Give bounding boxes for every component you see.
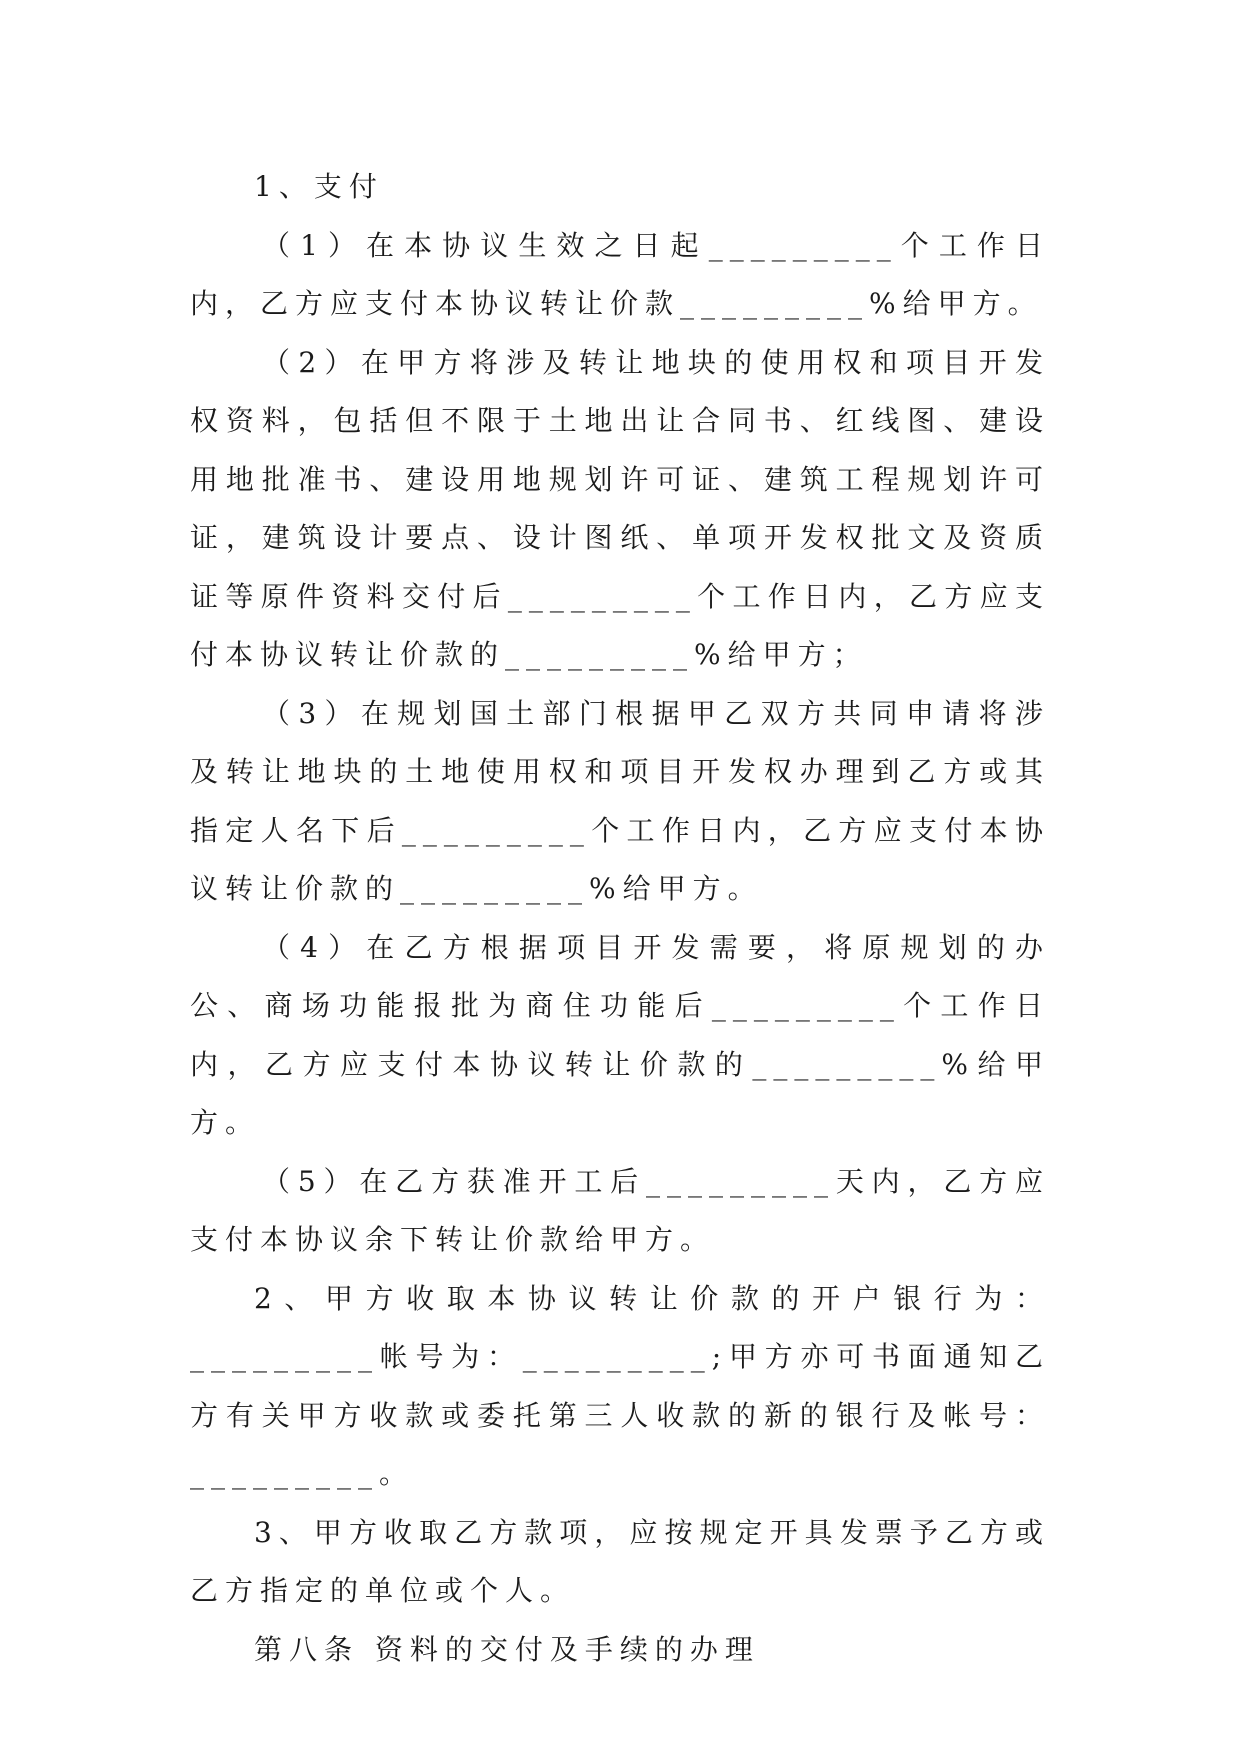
document-page <box>190 158 1050 1679</box>
clause-2-bank-account: 2、甲方收取本协议转让价款的开户银行为：_________帐号为：_________;甲方亦可书面通知乙方有关甲方收款或委托第三人收款的新的银行及帐号：_________。 <box>190 1281 1050 1490</box>
clause-1-5: （5）在乙方获准开工后_________天内，乙方应支付本协议余下转让价款给甲方。 <box>190 1164 1050 1256</box>
section-heading-payment: 1、支付 <box>254 170 384 203</box>
clause-3-invoice: 3、甲方收取乙方款项，应按规定开具发票予乙方或乙方指定的单位或个人。 <box>190 1515 1050 1607</box>
clause-1-2: （2）在甲方将涉及转让地块的使用权和项目开发权资料，包括但不限于土地出让合同书、红线图、建设用地批准书、建设用地规划许可证、建筑工程规划许可证，建筑设计要点、设计图纸、单项开发权批文及资质证等原件资料交付后_________个工作日内，乙方应支付本协议转让价款的_________%给甲方； <box>190 345 1050 671</box>
clause-1-4: （4）在乙方根据项目开发需要，将原规划的办公、商场功能报批为商住功能后_________个工作日内，乙方应支付本协议转让价款的_________%给甲方。 <box>190 930 1050 1139</box>
article-8-heading: 第八条 资料的交付及手续的办理 <box>254 1632 760 1666</box>
clause-1-3: （3）在规划国土部门根据甲乙双方共同申请将涉及转让地块的土地使用权和项目开发权办理到乙方或其指定人名下后_________个工作日内，乙方应支付本协议转让价款的_________%给甲方。 <box>190 696 1050 905</box>
clause-1-1: （1）在本协议生效之日起_________个工作日内，乙方应支付本协议转让价款_________%给甲方。 <box>190 228 1050 320</box>
